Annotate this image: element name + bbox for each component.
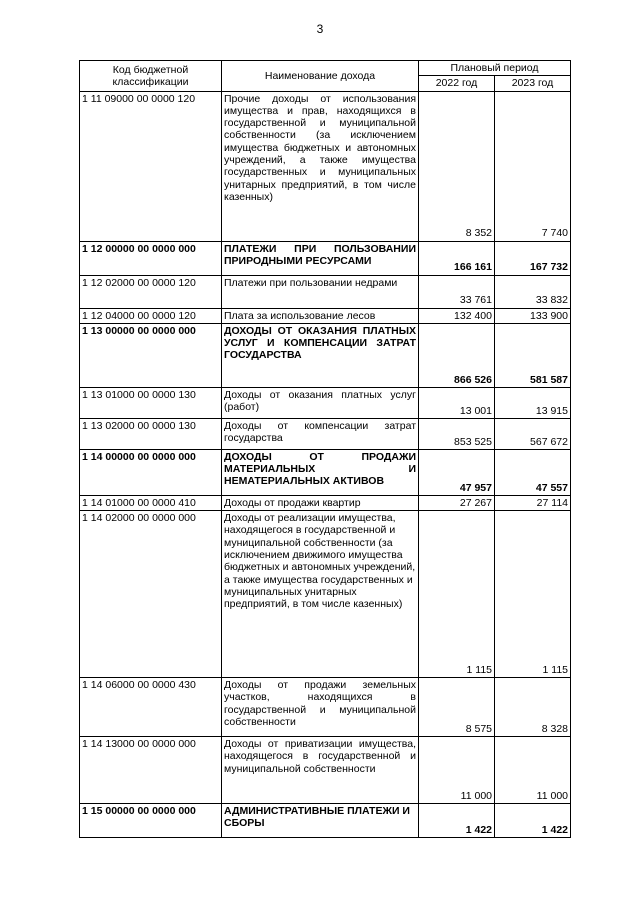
header-year-2022: 2022 год bbox=[419, 76, 495, 91]
row-code: 1 14 01000 00 0000 410 bbox=[80, 495, 222, 510]
row-value-2022: 1 115 bbox=[419, 511, 495, 678]
row-value-2022: 13 001 bbox=[419, 387, 495, 418]
header-code: Код бюджетной классификации bbox=[80, 61, 222, 92]
row-value-2023: 33 832 bbox=[495, 275, 571, 308]
table-row bbox=[80, 275, 571, 308]
row-code: 1 13 00000 00 0000 000 bbox=[80, 323, 222, 387]
page-number: 3 bbox=[316, 22, 324, 36]
row-name: Доходы от оказания платных услуг (работ) bbox=[222, 387, 419, 418]
row-code: 1 13 02000 00 0000 130 bbox=[80, 418, 222, 449]
row-name: Доходы от реализации имущества, находящегося в государственной и муниципальной собственности (за исключением движимого имущества бюджетных и автономных учреждений, а также имущества государственных и муниципальных унитарных предприятий, в том числе казенных) bbox=[222, 511, 419, 678]
table-row bbox=[80, 449, 571, 495]
row-value-2023: 567 672 bbox=[495, 418, 571, 449]
row-value-2023: 581 587 bbox=[495, 323, 571, 387]
revenue-table bbox=[79, 60, 571, 838]
row-value-2023: 13 915 bbox=[495, 387, 571, 418]
row-code: 1 12 04000 00 0000 120 bbox=[80, 308, 222, 323]
row-name: ДОХОДЫ ОТ ПРОДАЖИ МАТЕРИАЛЬНЫХ И НЕМАТЕРИАЛЬНЫХ АКТИВОВ bbox=[222, 449, 419, 495]
row-name: Платежи при пользовании недрами bbox=[222, 275, 419, 308]
header-year-2023: 2023 год bbox=[495, 76, 571, 91]
table-row bbox=[80, 511, 571, 678]
row-value-2022: 132 400 bbox=[419, 308, 495, 323]
header-name: Наименование дохода bbox=[222, 61, 419, 92]
row-code: 1 14 00000 00 0000 000 bbox=[80, 449, 222, 495]
row-code: 1 15 00000 00 0000 000 bbox=[80, 804, 222, 838]
table-row bbox=[80, 737, 571, 804]
table-row bbox=[80, 323, 571, 387]
row-value-2022: 1 422 bbox=[419, 804, 495, 838]
table-row bbox=[80, 804, 571, 838]
table-row bbox=[80, 241, 571, 275]
row-value-2023: 1 115 bbox=[495, 511, 571, 678]
row-value-2023: 167 732 bbox=[495, 241, 571, 275]
row-value-2022: 33 761 bbox=[419, 275, 495, 308]
row-value-2023: 8 328 bbox=[495, 678, 571, 737]
row-value-2022: 866 526 bbox=[419, 323, 495, 387]
row-value-2022: 8 352 bbox=[419, 91, 495, 241]
table-row bbox=[80, 387, 571, 418]
row-value-2023: 11 000 bbox=[495, 737, 571, 804]
row-code: 1 12 02000 00 0000 120 bbox=[80, 275, 222, 308]
table-row bbox=[80, 495, 571, 510]
row-name: Доходы от продажи квартир bbox=[222, 495, 419, 510]
table-row bbox=[80, 91, 571, 241]
table-row bbox=[80, 678, 571, 737]
table-row bbox=[80, 418, 571, 449]
row-name: Доходы от продажи земельных участков, находящихся в государственной и муниципальной собственности bbox=[222, 678, 419, 737]
row-value-2022: 47 957 bbox=[419, 449, 495, 495]
row-value-2023: 47 557 bbox=[495, 449, 571, 495]
row-name: Плата за использование лесов bbox=[222, 308, 419, 323]
row-code: 1 11 09000 00 0000 120 bbox=[80, 91, 222, 241]
table-row bbox=[80, 308, 571, 323]
header-period: Плановый период bbox=[419, 61, 571, 76]
row-value-2023: 7 740 bbox=[495, 91, 571, 241]
row-name: АДМИНИСТРАТИВНЫЕ ПЛАТЕЖИ И СБОРЫ bbox=[222, 804, 419, 838]
row-value-2023: 133 900 bbox=[495, 308, 571, 323]
row-value-2022: 8 575 bbox=[419, 678, 495, 737]
row-code: 1 13 01000 00 0000 130 bbox=[80, 387, 222, 418]
row-value-2022: 853 525 bbox=[419, 418, 495, 449]
row-name: ДОХОДЫ ОТ ОКАЗАНИЯ ПЛАТНЫХ УСЛУГ И КОМПЕНСАЦИИ ЗАТРАТ ГОСУДАРСТВА bbox=[222, 323, 419, 387]
row-code: 1 14 02000 00 0000 000 bbox=[80, 511, 222, 678]
row-code: 1 12 00000 00 0000 000 bbox=[80, 241, 222, 275]
row-code: 1 14 13000 00 0000 000 bbox=[80, 737, 222, 804]
row-value-2023: 1 422 bbox=[495, 804, 571, 838]
row-name: ПЛАТЕЖИ ПРИ ПОЛЬЗОВАНИИ ПРИРОДНЫМИ РЕСУРСАМИ bbox=[222, 241, 419, 275]
row-value-2022: 11 000 bbox=[419, 737, 495, 804]
row-name: Прочие доходы от использования имущества и прав, находящихся в государственной и муниципальной собственности (за исключением имущества бюджетных и автономных учреждений, а также имущества государственных и муниципальных унитарных предприятий, в том числе казенных) bbox=[222, 91, 419, 241]
row-value-2022: 166 161 bbox=[419, 241, 495, 275]
row-value-2023: 27 114 bbox=[495, 495, 571, 510]
row-value-2022: 27 267 bbox=[419, 495, 495, 510]
row-code: 1 14 06000 00 0000 430 bbox=[80, 678, 222, 737]
row-name: Доходы от приватизации имущества, находящегося в государственной и муниципальной собственности bbox=[222, 737, 419, 804]
row-name: Доходы от компенсации затрат государства bbox=[222, 418, 419, 449]
